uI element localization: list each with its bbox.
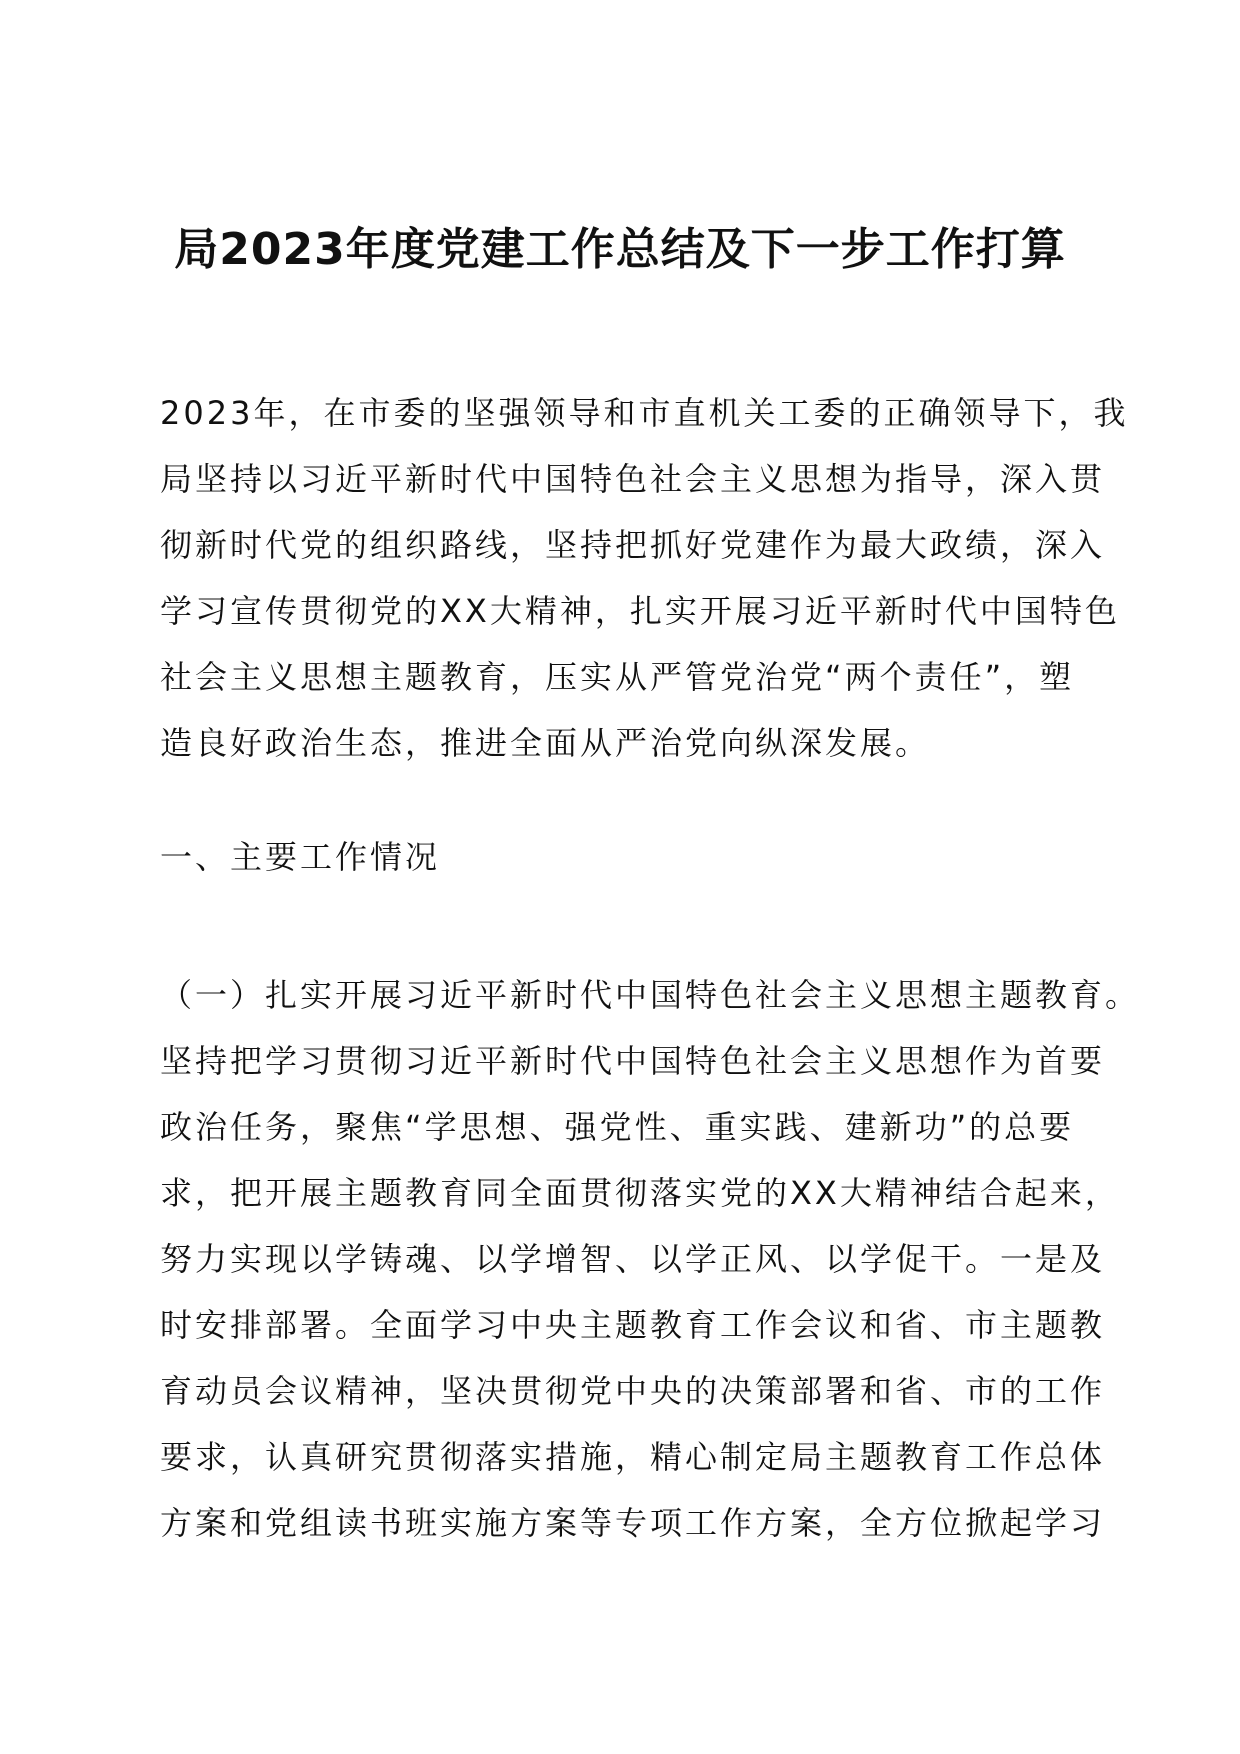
section-heading-text: 一、主要工作情况 [160, 838, 441, 876]
text-line: 努力实现以学铸魂、以学增智、以学正风、以学促干。一是及 [160, 1240, 1106, 1278]
subsection-paragraph [160, 962, 1141, 1556]
intro-paragraph [160, 380, 1129, 776]
text-line: 社会主义思想主题教育，压实从严管党治党“两个责任”，塑 [160, 658, 1075, 696]
text-line: 彻新时代党的组织路线，坚持把抓好党建作为最大政绩，深入 [160, 526, 1106, 564]
section-heading [160, 824, 1090, 890]
text-line: 育动员会议精神，坚决贯彻党中央的决策部署和省、市的工作 [160, 1372, 1106, 1410]
text-line: 方案和党组读书班实施方案等专项工作方案，全方位掀起学习 [160, 1504, 1106, 1542]
text-line: 学习宣传贯彻党的XX大精神，扎实开展习近平新时代中国特色 [160, 592, 1120, 630]
text-line: 坚持把学习贯彻习近平新时代中国特色社会主义思想作为首要 [160, 1042, 1106, 1080]
text-line: 2023年，在市委的坚强领导和市直机关工委的正确领导下，我 [160, 394, 1129, 432]
text-line: 局坚持以习近平新时代中国特色社会主义思想为指导，深入贯 [160, 460, 1106, 498]
text-line: 求，把开展主题教育同全面贯彻落实党的XX大精神结合起来， [160, 1174, 1120, 1212]
text-line: 要求，认真研究贯彻落实措施，精心制定局主题教育工作总体 [160, 1438, 1106, 1476]
text-line: 造良好政治生态，推进全面从严治党向纵深发展。 [160, 724, 931, 762]
text-line: （一）扎实开展习近平新时代中国特色社会主义思想主题教育。 [160, 976, 1141, 1014]
text-line: 政治任务，聚焦“学思想、强党性、重实践、建新功”的总要 [160, 1108, 1075, 1146]
text-line: 时安排部署。全面学习中央主题教育工作会议和省、市主题教 [160, 1306, 1106, 1344]
document-title: 局2023年度党建工作总结及下一步工作打算 [174, 224, 1066, 275]
